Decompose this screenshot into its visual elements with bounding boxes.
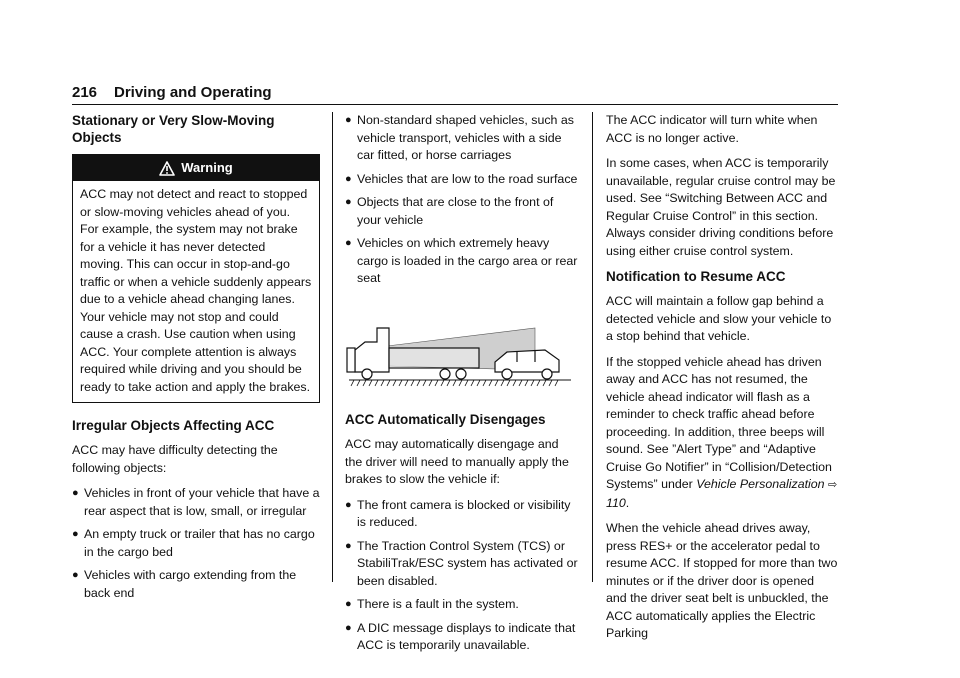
list-item [345, 620, 579, 655]
paragraph: The ACC indicator will turn white when ACC is no longer active. [606, 113, 818, 145]
vehicle-personalization-link[interactable]: Vehicle Personalization [696, 477, 825, 491]
list-item [345, 497, 579, 532]
paragraph: When the vehicle ahead drives away, press RES+ or the accelerator pedal to resume ACC. If stopped for more than two minutes or if the driver door is opened and the driver seat belt is unbuckled, the ACC automatically applies the Electric Parking [606, 521, 838, 640]
warning-text: ACC may not detect and react to stopped or slow-moving vehicles ahead of you. For example, the system may not brake for a vehicle it has never detected moving. This can occur in stop-and-go traffic or when a vehicle suddenly appears due to a vehicle ahead changing lanes. Your vehicle may not stop and could cause a crash. Use caution when using ACC. Your complete attention is always required while driving and you should be ready to take action and apply the brakes. [80, 187, 312, 394]
truck-car-illustration [345, 308, 577, 398]
column-2 [345, 112, 579, 661]
list-item-text: The Traction Control System (TCS) or StabiliTrak/ESC system has activated or been disabled. [357, 538, 578, 588]
warning-triangle-icon [159, 161, 175, 177]
list-item-text: Vehicles in front of your vehicle that have a rear aspect that is low, small, or irregular [84, 486, 320, 518]
heading-resume-acc: Notification to Resume ACC [606, 269, 786, 284]
heading-acc-disengages: ACC Automatically Disengages [345, 412, 546, 427]
warning-box [72, 154, 320, 403]
list-item [345, 235, 579, 288]
bullet-icon: ● [345, 498, 352, 511]
bullet-icon: ● [72, 528, 79, 540]
list-item [345, 171, 579, 189]
irregular-objects-intro: ACC may have difficulty detecting the following objects: [72, 443, 278, 475]
bullet-icon: ● [72, 487, 79, 499]
bullet-icon: ● [345, 114, 352, 126]
column-1 [72, 112, 320, 608]
list-item [345, 112, 579, 165]
list-item-text: The front camera is blocked or visibility is reduced. [357, 497, 571, 529]
bullet-icon: ● [72, 569, 79, 581]
list-item [72, 485, 320, 520]
irregular-objects-list-continued [345, 112, 579, 288]
bullet-icon: ● [345, 172, 352, 185]
car-icon [495, 350, 559, 379]
list-item-text: Vehicles with cargo extending from the back end [84, 568, 297, 600]
list-item-text: An empty truck or trailer that has no cargo in the cargo bed [84, 527, 315, 559]
paragraph: ACC will maintain a follow gap behind a detected vehicle and slow your vehicle to a stop behind that vehicle. [606, 294, 832, 343]
paragraph: In some cases, when ACC is temporarily unavailable, regular cruise control may be used. See “Switching Between ACC and Regular Cruise Control” in this section. Always consider driving conditions before using either cruise control system. [606, 156, 836, 258]
bullet-icon: ● [345, 598, 352, 610]
section-title: Driving and Operating [114, 84, 272, 101]
page-header [72, 84, 838, 105]
list-item-text: Non-standard shaped vehicles, such as vehicle transport, vehicles with a side car fitted, or horse carriages [357, 113, 574, 162]
page-reference-number[interactable]: 110 [606, 495, 626, 510]
list-item-text: Objects that are close to the front of your vehicle [357, 195, 554, 227]
list-item [72, 567, 320, 602]
punctuation: . [625, 495, 630, 510]
warning-header [73, 155, 319, 181]
heading-irregular-objects: Irregular Objects Affecting ACC [72, 418, 275, 433]
list-item-text: There is a fault in the system. [357, 597, 519, 611]
column-3 [606, 112, 838, 651]
paragraph-text: If the stopped vehicle ahead has driven away and ACC has not resumed, the vehicle ahead indicator will flash as a reminder to check traffic ahead before proceeding. In addition, three beeps will sound. See ”Alert Type” and “Adaptive Cruise Go Notifier” in “Collision/Detection Systems” under [606, 354, 832, 491]
paragraph [606, 354, 838, 513]
warning-title: Warning [181, 160, 233, 175]
list-item-text: A DIC message displays to indicate that ACC is temporarily unavailable. [357, 620, 576, 652]
list-item [345, 194, 579, 229]
list-item-text: Vehicles on which extremely heavy cargo is loaded in the cargo area or rear seat [357, 236, 578, 285]
bullet-icon: ● [345, 196, 352, 208]
list-item-text: Vehicles that are low to the road surface [357, 171, 578, 186]
column-divider [592, 112, 593, 582]
acc-disengages-intro: ACC may automatically disengage and the driver will need to manually apply the brakes to slow the vehicle if: [345, 437, 569, 486]
bullet-icon: ● [345, 237, 352, 249]
column-divider [332, 112, 333, 582]
acc-disengages-list [345, 497, 579, 655]
bullet-icon: ● [345, 539, 352, 552]
irregular-objects-list [72, 485, 320, 602]
list-item [345, 596, 579, 614]
list-item [345, 538, 579, 591]
truck-icon [347, 328, 479, 379]
bullet-icon: ● [345, 621, 352, 634]
page-number: 216 [72, 84, 98, 101]
heading-stationary-objects: Stationary or Very Slow-Moving Objects [72, 113, 275, 145]
ground-hatching [349, 380, 571, 386]
page-reference-icon: ⇨ [828, 479, 838, 491]
list-item [72, 526, 320, 561]
